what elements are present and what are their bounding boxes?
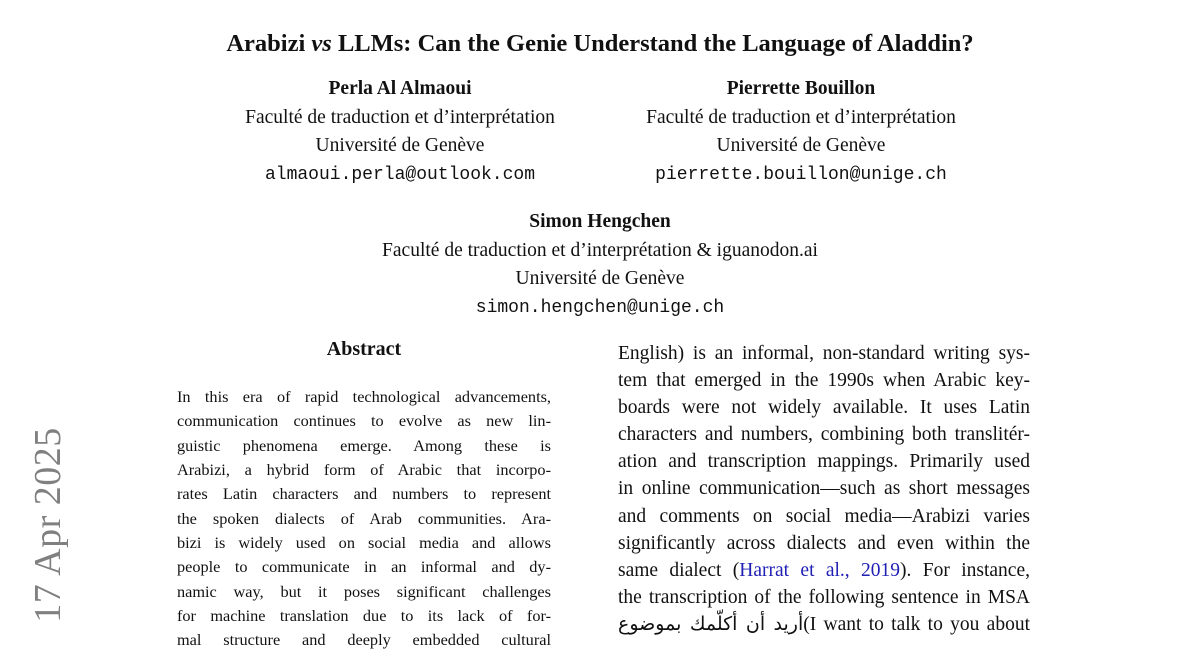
author-affiliation: Faculté de traduction et d’interprétation & iguanodon.ai bbox=[382, 239, 818, 261]
author-block-2 bbox=[600, 75, 1002, 189]
author-email[interactable]: simon.hengchen@unige.ch bbox=[475, 297, 725, 318]
author-name: Simon Hengchen bbox=[529, 211, 671, 232]
author-university: Université de Genève bbox=[515, 268, 685, 289]
author-name: Perla Al Almaoui bbox=[328, 78, 472, 99]
citation-link[interactable]: Harrat et al., 2019 bbox=[739, 559, 901, 581]
arxiv-date-stamp bbox=[18, 410, 78, 640]
intro-line: English) is an informal, non-standard writing sys- bbox=[618, 343, 1030, 364]
intro-line-with-citation bbox=[618, 557, 1030, 584]
intro-line: and comments on social media—Arabizi varies bbox=[618, 505, 1030, 527]
abstract-line: guistic phenomena emerge. Among these is bbox=[177, 435, 551, 455]
title-part2: LLMs: Can the Genie Understand the Language of Aladdin? bbox=[331, 30, 974, 57]
abstract-line: for machine translation due to its lack of for- bbox=[177, 606, 551, 626]
author-block-3 bbox=[300, 208, 900, 322]
abstract-line: bizi is widely used on social media and allows bbox=[177, 533, 551, 553]
arabic-sentence: أريد أن أكلّمك بموضوع bbox=[618, 612, 804, 635]
paper-title bbox=[0, 30, 1200, 58]
intro-line: tem that emerged in the 1990s when Arabic key- bbox=[618, 370, 1030, 392]
abstract-line: In this era of rapid technological advancements, bbox=[177, 387, 551, 406]
intro-line: characters and numbers, combining both translitér- bbox=[618, 424, 1030, 446]
abstract-line: communication continues to evolve as new lin- bbox=[177, 411, 551, 431]
author-email[interactable]: pierrette.bouillon@unige.ch bbox=[655, 164, 947, 185]
author-affiliation: Faculté de traduction et d’interprétation bbox=[646, 106, 956, 128]
title-vs: vs bbox=[311, 30, 332, 57]
title-part1: Arabizi bbox=[226, 30, 312, 57]
abstract-line: mal structure and deeply embedded cultural bbox=[177, 630, 551, 650]
intro-column bbox=[618, 340, 1030, 638]
intro-line: ation and transcription mappings. Primarily used bbox=[618, 451, 1030, 473]
intro-line: boards were not widely available. It uses Latin bbox=[618, 397, 1030, 419]
abstract-line: the spoken dialects of Arab communities. Ara- bbox=[177, 508, 551, 528]
abstract-line: namic way, but it poses significant challenges bbox=[177, 581, 551, 601]
abstract-heading: Abstract bbox=[326, 338, 402, 360]
abstract-line: Arabizi, a hybrid form of Arabic that incorpo- bbox=[177, 460, 551, 480]
intro-line: in online communication—such as short messages bbox=[618, 478, 1030, 500]
author-block-1 bbox=[200, 75, 600, 189]
intro-line-with-arabic bbox=[618, 611, 1030, 638]
author-university: Université de Genève bbox=[716, 135, 886, 156]
intro-text: same dialect ( bbox=[618, 559, 740, 581]
author-university: Université de Genève bbox=[315, 135, 485, 156]
abstract-body bbox=[177, 385, 551, 653]
arxiv-date-text: 17 Apr 2025 bbox=[27, 427, 69, 623]
intro-text: ). For instance, bbox=[900, 559, 1030, 581]
intro-line: the transcription of the following sentence in MSA bbox=[618, 586, 1030, 608]
author-affiliation: Faculté de traduction et d’interprétation bbox=[245, 106, 555, 128]
intro-line: significantly across dialects and even within the bbox=[618, 532, 1030, 554]
author-email[interactable]: almaoui.perla@outlook.com bbox=[264, 164, 536, 185]
intro-text: (I want to talk to you about bbox=[803, 613, 1030, 635]
author-name: Pierrette Bouillon bbox=[726, 78, 876, 99]
abstract-line: people to communicate in an informal and dy- bbox=[177, 557, 551, 577]
abstract-line: rates Latin characters and numbers to represent bbox=[177, 484, 551, 504]
